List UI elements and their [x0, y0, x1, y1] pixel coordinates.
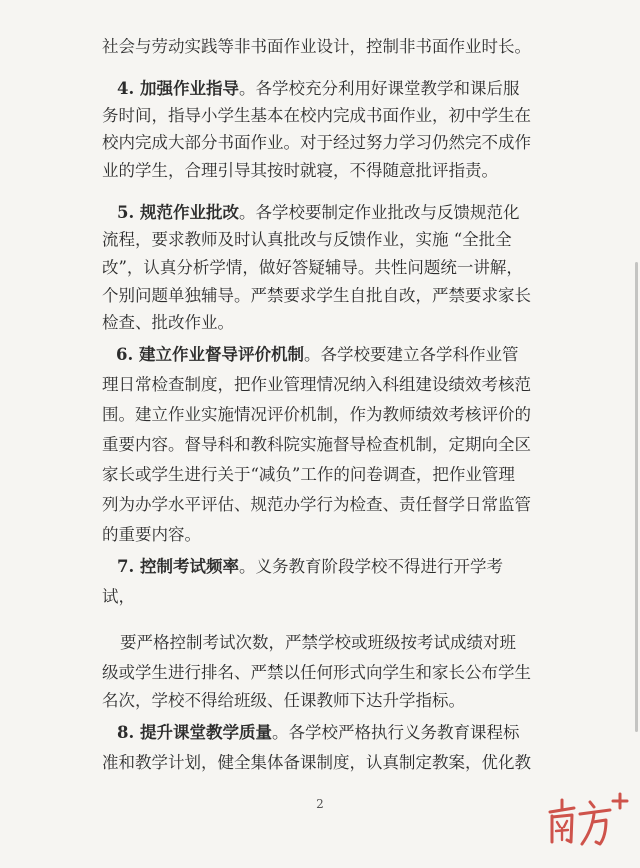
body-text: 业的学生，合理引导其按时就寝，不得随意批评指责。 — [102, 161, 498, 180]
body-text: 校内完成大部分书面作业。对于经过努力学习仍然完不成作 — [102, 133, 531, 152]
nanfang-plus-watermark-logo — [540, 790, 632, 856]
text-line — [102, 225, 640, 255]
section-heading: 7. 控制考试频率 — [117, 557, 239, 576]
text-line — [102, 686, 640, 716]
body-text: 列为办学水平评估、规范办学行为检查、责任督学日常监管 — [102, 495, 531, 514]
text-line — [102, 32, 640, 62]
section-heading: 5. 规范作业批改 — [117, 203, 239, 222]
body-text: 重要内容。督导科和教科院实施督导检查机制，定期向全区 — [102, 435, 531, 454]
text-line — [102, 370, 640, 400]
section-heading: 6. 建立作业督导评价机制 — [116, 345, 304, 364]
text-line — [102, 658, 640, 688]
body-text: 。各学校要制定作业批改与反馈规范化 — [238, 203, 520, 222]
text-line — [102, 582, 640, 612]
scrollbar[interactable] — [635, 262, 638, 732]
text-line — [102, 430, 640, 460]
body-text: 检查、批改作业。 — [102, 313, 234, 332]
body-text: 的重要内容。 — [102, 525, 201, 544]
text-line — [102, 748, 640, 778]
body-text: 。各学校充分利用好课堂教学和课后服 — [238, 79, 520, 98]
body-text: 务时间，指导小学生基本在校内完成书面作业，初中学生在 — [102, 106, 531, 125]
body-text: 。各学校严格执行义务教育课程标 — [271, 723, 520, 742]
body-text: 家长或学生进行关于“减负”工作的问卷调查，把作业管理 — [102, 465, 515, 484]
body-text: 社会与劳动实践等非书面作业设计，控制非书面作业时长。 — [102, 37, 531, 56]
body-text: 。义务教育阶段学校不得进行开学考 — [238, 557, 503, 576]
text-line — [102, 490, 640, 520]
text-line — [117, 74, 640, 104]
section-heading: 4. 加强作业指导 — [117, 79, 239, 98]
text-line — [102, 400, 640, 430]
body-text: 准和教学计划，健全集体备课制度，认真制定教案，优化教 — [102, 753, 531, 772]
text-line — [102, 128, 640, 158]
body-text: 要严格控制考试次数，严禁学校或班级按考试成绩对班 — [120, 633, 516, 652]
page-number: 2 — [316, 797, 324, 811]
text-line — [120, 628, 640, 658]
body-text: 理日常检查制度，把作业管理情况纳入科组建设绩效考核范 — [102, 375, 531, 394]
text-line — [117, 552, 640, 582]
text-line — [102, 253, 640, 283]
text-line — [117, 718, 640, 748]
text-line — [102, 460, 640, 490]
body-text: 试， — [102, 587, 135, 606]
text-line — [102, 101, 640, 131]
section-heading: 8. 提升课堂教学质量 — [117, 723, 272, 742]
text-line — [116, 340, 640, 370]
body-text: 个别问题单独辅导。严禁要求学生自批自改，严禁要求家长 — [102, 286, 531, 305]
text-line — [117, 198, 640, 228]
text-line — [102, 520, 640, 550]
body-text: 改”，认真分析学情，做好答疑辅导。共性问题统一讲解， — [102, 258, 523, 277]
body-text: 围。建立作业实施情况评价机制，作为教师绩效考核评价的 — [102, 405, 531, 424]
text-line — [102, 156, 640, 186]
body-text: 。各学校要建立各学科作业管 — [303, 345, 519, 364]
body-text: 名次，学校不得给班级、任课教师下达升学指标。 — [102, 691, 465, 710]
body-text: 流程，要求教师及时认真批改与反馈作业，实施 “全批全 — [102, 230, 512, 249]
text-line — [102, 308, 640, 338]
body-text: 级或学生进行排名、严禁以任何形式向学生和家长公布学生 — [102, 663, 531, 682]
text-line — [102, 281, 640, 311]
